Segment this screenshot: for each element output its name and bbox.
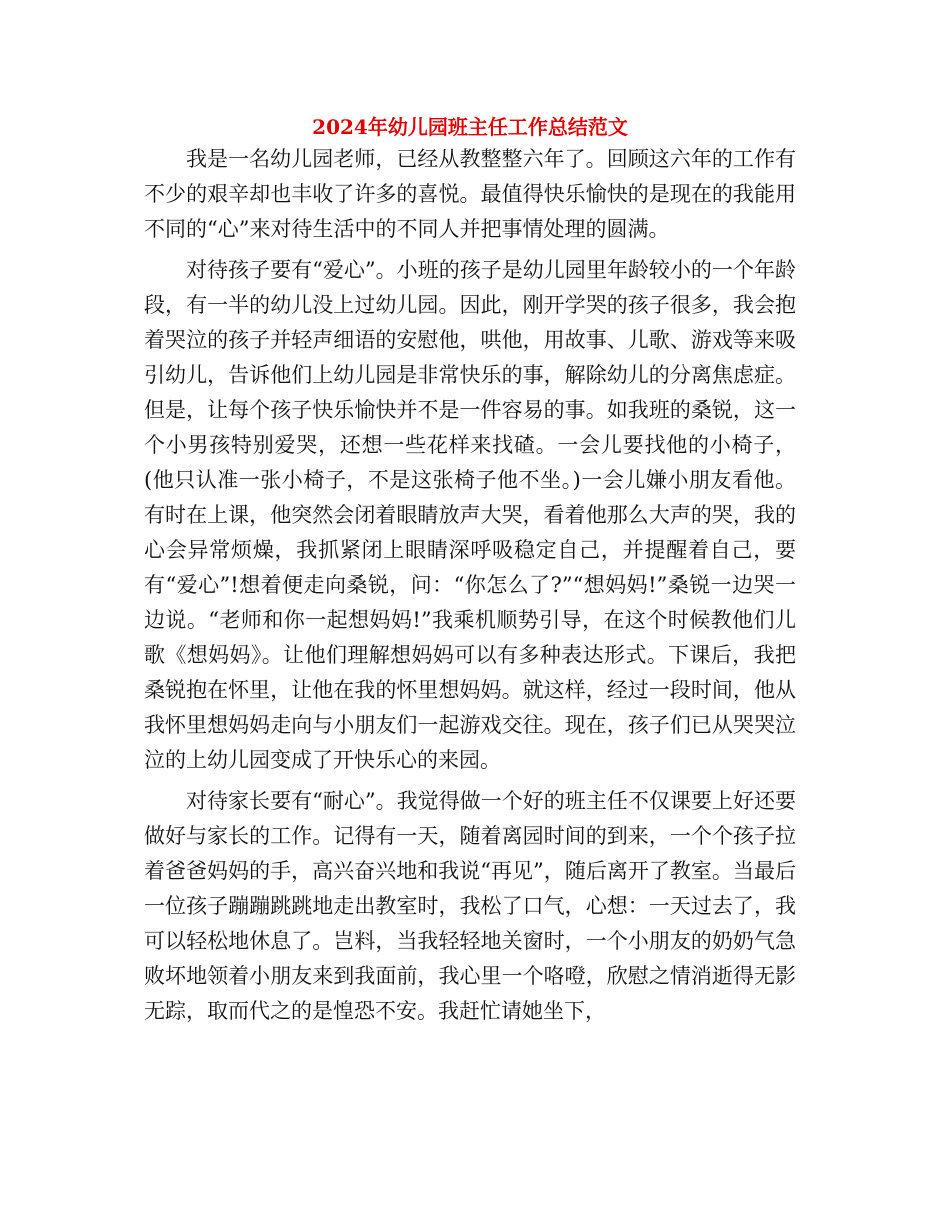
paragraph-love-for-children: 对待孩子要有“爱心”。小班的孩子是幼儿园里年龄较小的一个年龄段，有一半的幼儿没上过幼儿园。因此，刚开学哭的孩子很多，我会抱着哭泣的孩子并轻声细语的安慰他，哄他，用故事、儿歌、游戏等来吸引幼儿，告诉他们上幼儿园是非常快乐的事，解除幼儿的分离焦虑症。但是，让每个孩子快乐愉快并不是一件容易的事。如我班的桑锐，这一个小男孩特别爱哭，还想一些花样来找碴。一会儿要找他的小椅子，(他只认准一张小椅子，不是这张椅子他不坐。)一会儿嫌小朋友看他。有时在上课，他突然会闭着眼睛放声大哭，看着他那么大声的哭，我的心会异常烦燥，我抓紧闭上眼睛深呼吸稳定自己，并提醒着自己，要有“爱心”!想着便走向桑锐，问：“你怎么了?”“想妈妈!”桑锐一边哭一边说。“老师和你一起想妈妈!”我乘机顺势引导，在这个时候教他们儿歌《想妈妈》。让他们理解想妈妈可以有多种表达形式。下课后，我把桑锐抱在怀里，让他在我的怀里想妈妈。就这样，经过一段时间，他从我怀里想妈妈走向与小朋友们一起游戏交往。现在，孩子们已从哭哭泣泣的上幼儿园变成了开快乐心的来园。 xyxy=(144,258,796,772)
paragraph-patience-with-parents: 对待家长要有“耐心”。我觉得做一个好的班主任不仅课要上好还要做好与家长的工作。记得有一天，随着离园时间的到来，一个个孩子拉着爸爸妈妈的手，高兴奋兴地和我说“再见”，随后离开了教室。当最后一位孩子蹦蹦跳跳地走出教室时，我松了口气，心想：一天过去了，我可以轻松地休息了。岂料，当我轻轻地关窗时，一个小朋友的奶奶气急败坏地领着小朋友来到我面前，我心里一个咯噔，欣慰之情消逝得无影无踪，取而代之的是惶恐不安。我赶忙请她坐下， xyxy=(144,789,796,1023)
paragraph-intro: 我是一名幼儿园老师，已经从教整整六年了。回顾这六年的工作有不少的艰辛却也丰收了许多的喜悦。最值得快乐愉快的是现在的我能用不同的“心”来对待生活中的不同人并把事情处理的圆满。 xyxy=(144,147,796,241)
document-title: 2024年幼儿园班主任工作总结范文 xyxy=(312,115,628,139)
document-page xyxy=(144,112,796,1029)
